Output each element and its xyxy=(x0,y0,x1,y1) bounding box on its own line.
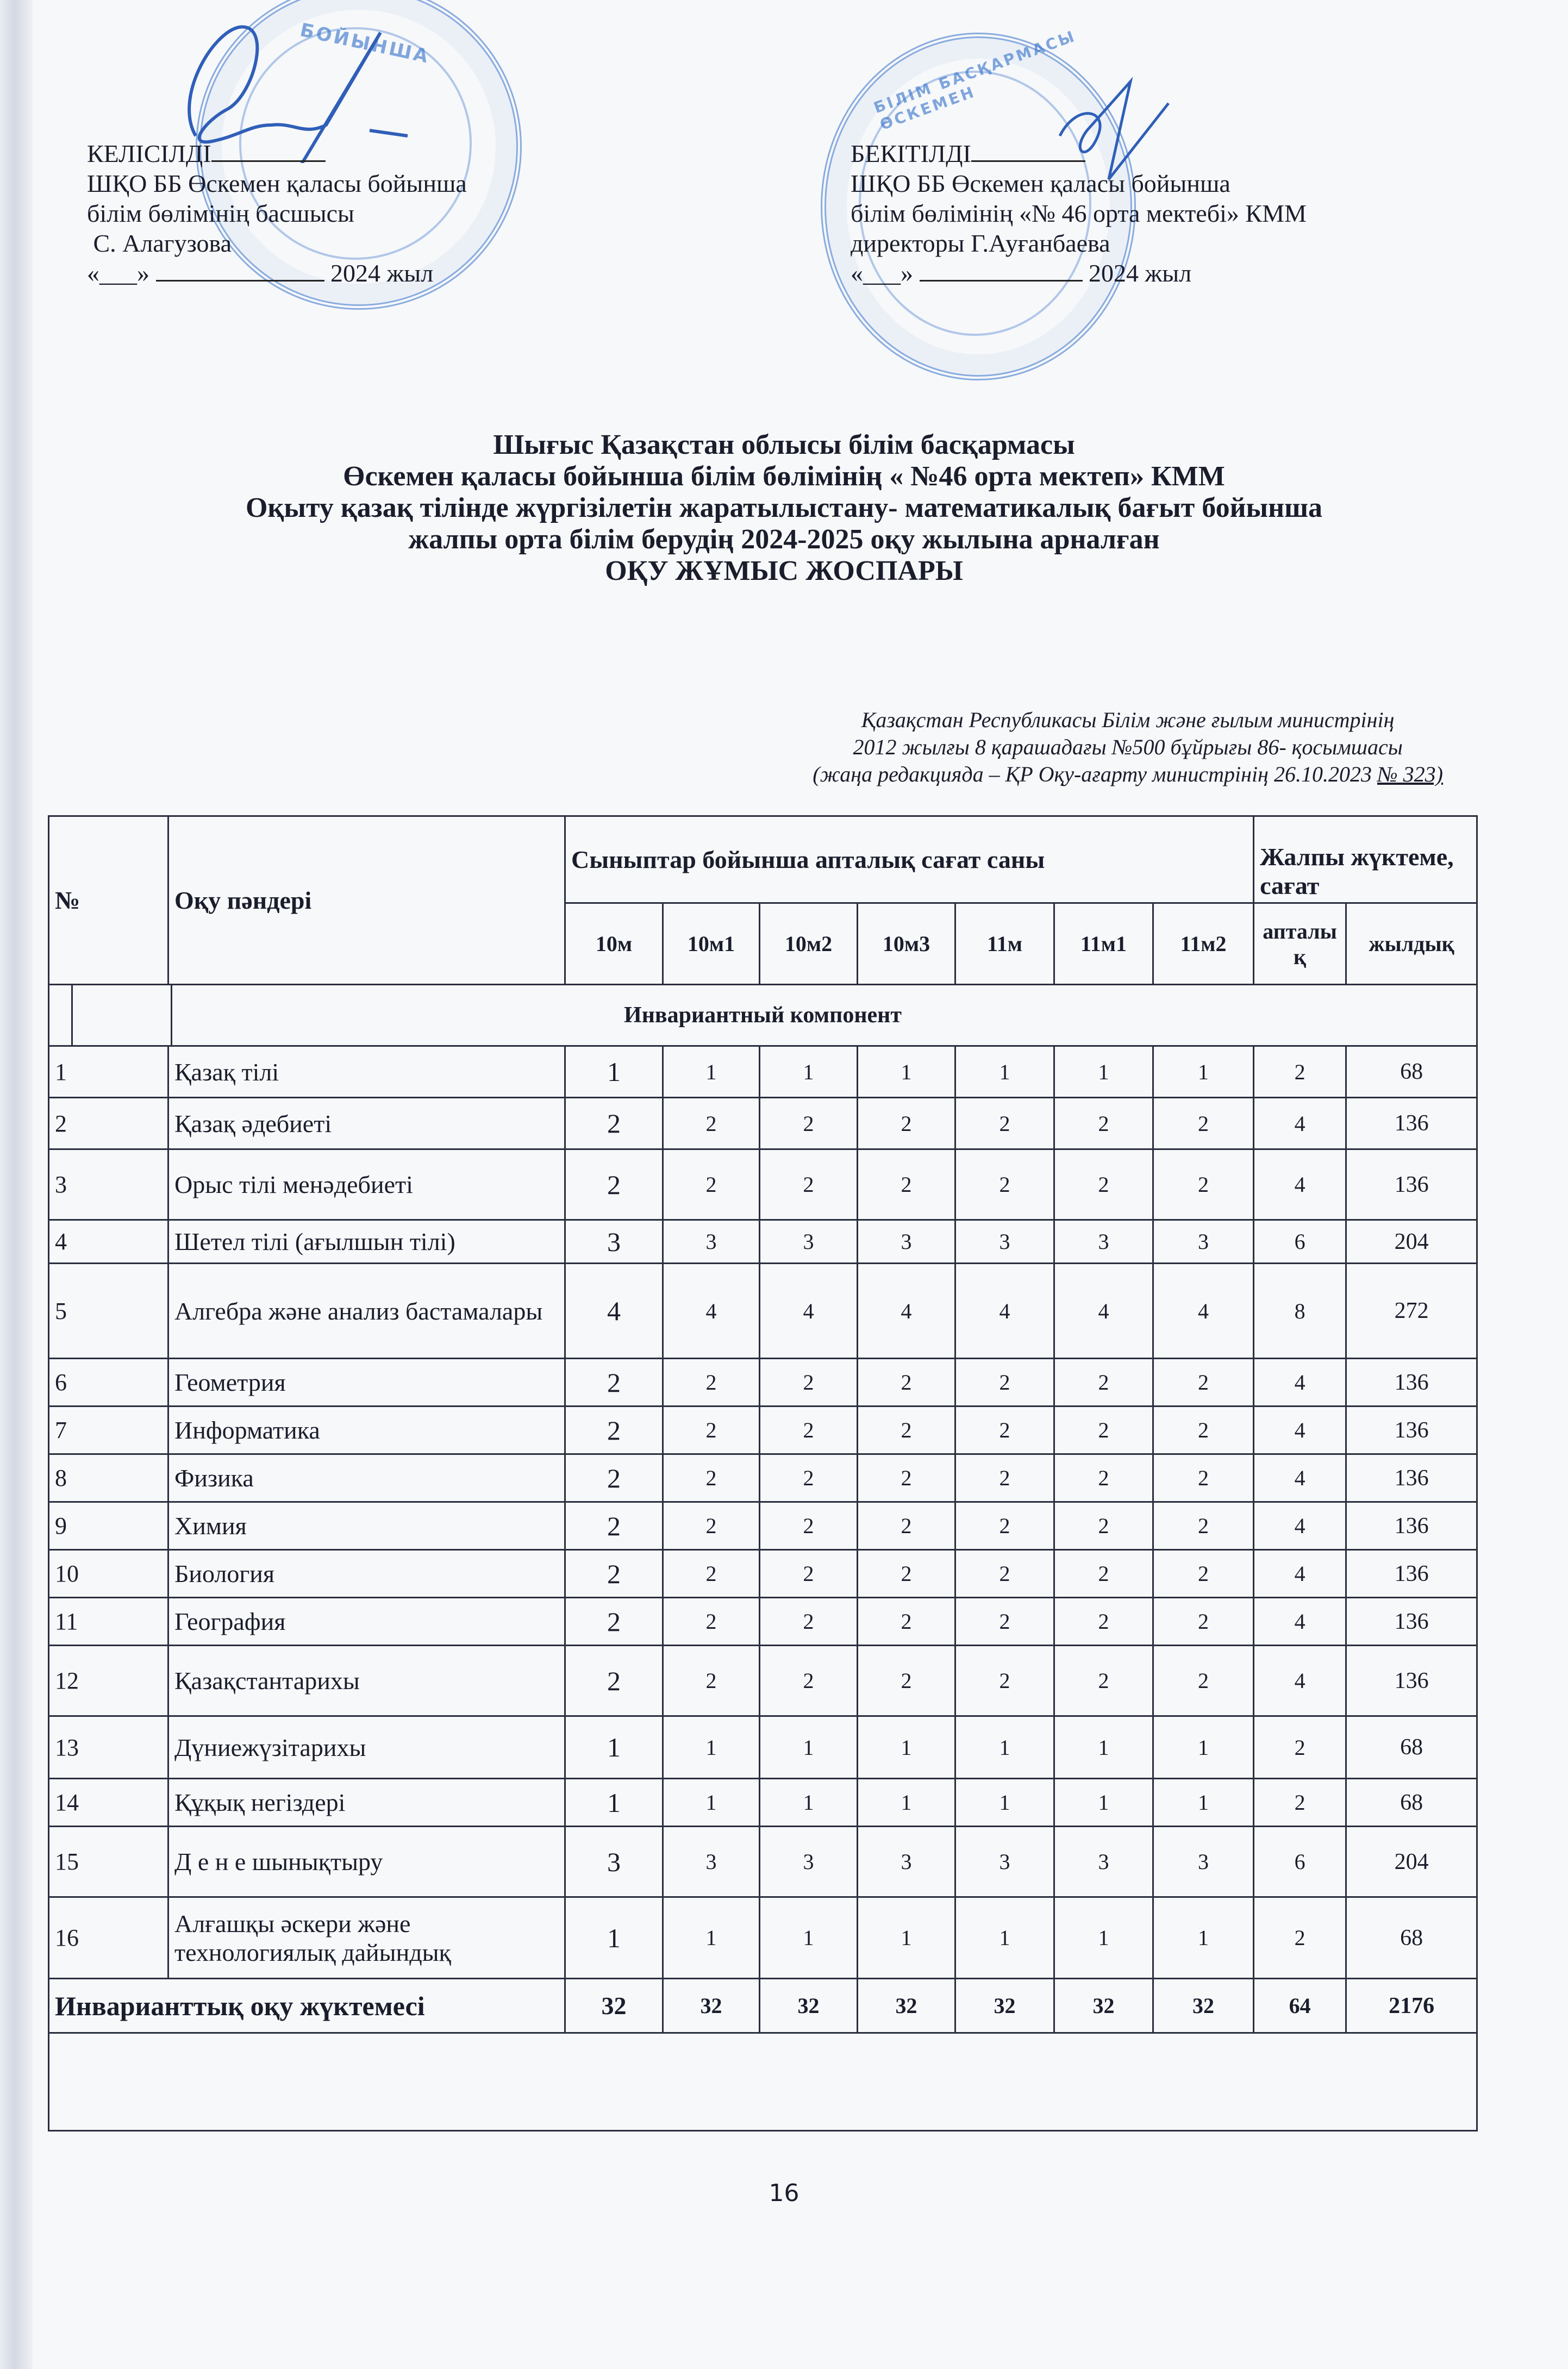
agreed-heading: КЕЛІСІЛДІ xyxy=(87,140,211,167)
subject-name: Биология xyxy=(168,1550,565,1598)
subject-name: Информатика xyxy=(168,1407,565,1454)
row-number: 6 xyxy=(49,1359,168,1407)
class-hours: 3 xyxy=(858,1220,955,1264)
signature-line xyxy=(211,160,326,162)
subject-row xyxy=(49,1716,1477,1779)
approved-school: білім бөлімінің «№ 46 орта мектебі» КММ xyxy=(851,199,1307,227)
row-number: 12 xyxy=(49,1646,168,1716)
subject-row xyxy=(49,1646,1477,1716)
class-hours: 2 xyxy=(663,1598,760,1646)
class-hours: 4 xyxy=(1153,1264,1254,1359)
yearly-total: 136 xyxy=(1346,1646,1477,1716)
class-hours: 2 xyxy=(565,1646,663,1716)
total-weekly: 64 xyxy=(1254,1979,1346,2033)
yearly-total: 204 xyxy=(1346,1220,1477,1264)
subject-row xyxy=(49,1502,1477,1550)
class-hours: 2 xyxy=(955,1598,1054,1646)
class-hours: 2 xyxy=(955,1359,1054,1407)
signature-line xyxy=(971,160,1085,162)
class-hours: 1 xyxy=(663,1779,760,1827)
class-hours: 2 xyxy=(858,1149,955,1220)
subject-row xyxy=(49,1359,1477,1407)
class-hours: 2 xyxy=(565,1598,663,1646)
class-hours: 3 xyxy=(1153,1827,1254,1897)
class-hours: 2 xyxy=(760,1454,858,1502)
class-hours: 3 xyxy=(663,1827,760,1897)
header-class: 11м xyxy=(955,903,1054,985)
page-number: 16 xyxy=(769,2179,799,2207)
subject-name: Геометрия xyxy=(168,1359,565,1407)
agreed-org: ШҚО ББ Өскемен қаласы бойынша xyxy=(87,170,467,197)
class-hours: 2 xyxy=(663,1502,760,1550)
subject-row xyxy=(49,1046,1477,1098)
row-number: 4 xyxy=(49,1220,168,1264)
class-hours: 3 xyxy=(955,1827,1054,1897)
class-hours: 1 xyxy=(955,1779,1054,1827)
row-number: 2 xyxy=(49,1098,168,1149)
approved-date-year: 2024 жыл xyxy=(1089,259,1192,287)
row-number: 13 xyxy=(49,1716,168,1779)
title-line-2: Өскемен қаласы бойынша білім бөлімінің « №46 орта мектеп» КММ xyxy=(343,461,1225,492)
class-hours: 2 xyxy=(1054,1598,1153,1646)
row-number: 15 xyxy=(49,1827,168,1897)
class-hours: 2 xyxy=(565,1098,663,1149)
class-hours: 1 xyxy=(1153,1897,1254,1979)
subject-row xyxy=(49,1407,1477,1454)
header-class: 10м2 xyxy=(760,903,858,985)
total-value: 32 xyxy=(565,1979,663,2033)
header-class: 11м1 xyxy=(1054,903,1153,985)
class-hours: 2 xyxy=(760,1502,858,1550)
class-hours: 2 xyxy=(663,1149,760,1220)
row-number: 1 xyxy=(49,1046,168,1098)
row-number: 3 xyxy=(49,1149,168,1220)
class-hours: 3 xyxy=(760,1827,858,1897)
class-hours: 2 xyxy=(955,1550,1054,1598)
weekly-total: 2 xyxy=(1254,1716,1346,1779)
class-hours: 2 xyxy=(1054,1454,1153,1502)
agreed-block xyxy=(87,139,467,288)
class-hours: 2 xyxy=(1153,1149,1254,1220)
class-hours: 2 xyxy=(565,1407,663,1454)
subject-row xyxy=(49,1779,1477,1827)
class-hours: 2 xyxy=(760,1407,858,1454)
class-hours: 2 xyxy=(1153,1454,1254,1502)
subject-name: Д е н е шынықтыру xyxy=(168,1827,565,1897)
class-hours: 4 xyxy=(663,1264,760,1359)
subject-name: Алгебра және анализ бастамалары xyxy=(168,1264,565,1359)
weekly-total: 4 xyxy=(1254,1098,1346,1149)
yearly-total: 136 xyxy=(1346,1407,1477,1454)
class-hours: 4 xyxy=(565,1264,663,1359)
header-class: 10м xyxy=(565,903,663,985)
yearly-total: 68 xyxy=(1346,1046,1477,1098)
class-hours: 1 xyxy=(858,1897,955,1979)
decree-number: № 323) xyxy=(1377,762,1443,786)
class-hours: 2 xyxy=(955,1407,1054,1454)
weekly-total: 4 xyxy=(1254,1598,1346,1646)
class-hours: 2 xyxy=(858,1407,955,1454)
subject-row xyxy=(49,1598,1477,1646)
row-number: 8 xyxy=(49,1454,168,1502)
agreed-date-year: 2024 жыл xyxy=(330,259,434,287)
total-value: 32 xyxy=(858,1979,955,2033)
subject-row xyxy=(49,1220,1477,1264)
subject-name: Алғашқы әскери және технологиялық дайындық xyxy=(168,1897,565,1979)
subject-name: География xyxy=(168,1598,565,1646)
class-hours: 2 xyxy=(565,1502,663,1550)
class-hours: 1 xyxy=(760,1897,858,1979)
weekly-total: 4 xyxy=(1254,1646,1346,1716)
weekly-total: 2 xyxy=(1254,1779,1346,1827)
subject-row xyxy=(49,1550,1477,1598)
subject-name: Шетел тілі (ағылшын тілі) xyxy=(168,1220,565,1264)
right-stamp-text: БІЛІМ БАСҚАРМАСЫ ӨСКЕМЕН xyxy=(871,27,1079,134)
header-number: № xyxy=(49,816,168,985)
class-hours: 2 xyxy=(1153,1550,1254,1598)
class-hours: 2 xyxy=(955,1149,1054,1220)
class-hours: 3 xyxy=(663,1220,760,1264)
class-hours: 3 xyxy=(1054,1220,1153,1264)
class-hours: 3 xyxy=(1153,1220,1254,1264)
weekly-total: 4 xyxy=(1254,1550,1346,1598)
row-number: 7 xyxy=(49,1407,168,1454)
class-hours: 2 xyxy=(663,1098,760,1149)
weekly-total: 4 xyxy=(1254,1149,1346,1220)
weekly-total: 4 xyxy=(1254,1359,1346,1407)
weekly-total: 4 xyxy=(1254,1454,1346,1502)
subject-row xyxy=(49,1264,1477,1359)
header-class: 10м1 xyxy=(663,903,760,985)
class-hours: 1 xyxy=(1054,1897,1153,1979)
class-hours: 3 xyxy=(760,1220,858,1264)
class-hours: 1 xyxy=(1054,1779,1153,1827)
class-hours: 1 xyxy=(955,1046,1054,1098)
class-hours: 1 xyxy=(1153,1779,1254,1827)
header-weekly-by-class: Сыныптар бойынша апталық сағат саны xyxy=(565,816,1254,903)
class-hours: 2 xyxy=(1153,1359,1254,1407)
class-hours: 1 xyxy=(565,1897,663,1979)
class-hours: 2 xyxy=(1153,1502,1254,1550)
class-hours: 1 xyxy=(760,1716,858,1779)
weekly-total: 6 xyxy=(1254,1827,1346,1897)
total-value: 32 xyxy=(760,1979,858,2033)
class-hours: 2 xyxy=(565,1454,663,1502)
component-row xyxy=(49,985,1477,1046)
class-hours: 1 xyxy=(858,1716,955,1779)
class-hours: 2 xyxy=(760,1550,858,1598)
yearly-total: 136 xyxy=(1346,1502,1477,1550)
date-line xyxy=(920,280,1083,282)
subject-name: Құқық негіздері xyxy=(168,1779,565,1827)
class-hours: 2 xyxy=(955,1646,1054,1716)
class-hours: 2 xyxy=(955,1098,1054,1149)
class-hours: 2 xyxy=(760,1098,858,1149)
subject-name: Қазақ тілі xyxy=(168,1046,565,1098)
total-label: Инварианттық оқу жүктемесі xyxy=(49,1979,565,2033)
weekly-total: 4 xyxy=(1254,1407,1346,1454)
approved-block xyxy=(851,139,1307,288)
class-hours: 3 xyxy=(565,1827,663,1897)
date-line xyxy=(156,280,324,282)
total-yearly: 2176 xyxy=(1346,1979,1477,2033)
class-hours: 2 xyxy=(760,1598,858,1646)
class-hours: 3 xyxy=(1054,1827,1153,1897)
class-hours: 2 xyxy=(858,1454,955,1502)
class-hours: 3 xyxy=(565,1220,663,1264)
class-hours: 4 xyxy=(760,1264,858,1359)
header-subject: Оқу пәндері xyxy=(168,816,565,985)
class-hours: 1 xyxy=(955,1897,1054,1979)
approved-date-day: «___» xyxy=(851,259,913,287)
curriculum-table xyxy=(48,815,1478,2132)
left-stamp-text: БОЙЫНША xyxy=(298,19,432,68)
weekly-total: 8 xyxy=(1254,1264,1346,1359)
class-hours: 1 xyxy=(663,1897,760,1979)
row-number: 5 xyxy=(49,1264,168,1359)
total-value: 32 xyxy=(1153,1979,1254,2033)
class-hours: 2 xyxy=(1054,1646,1153,1716)
title-line-3: Оқыту қазақ тілінде жүргізілетін жаратылыстану- математикалық бағыт бойынша xyxy=(245,492,1323,523)
binding-strip xyxy=(0,0,33,2369)
class-hours: 2 xyxy=(1054,1149,1153,1220)
class-hours: 2 xyxy=(858,1502,955,1550)
agreed-position: білім бөлімінің басшысы xyxy=(87,199,354,227)
subject-row xyxy=(49,1827,1477,1897)
yearly-total: 68 xyxy=(1346,1897,1477,1979)
class-hours: 1 xyxy=(955,1716,1054,1779)
subject-name: Қазақстантарихы xyxy=(168,1646,565,1716)
class-hours: 2 xyxy=(1153,1098,1254,1149)
class-hours: 2 xyxy=(858,1550,955,1598)
header-class: 10м3 xyxy=(858,903,955,985)
row-number: 9 xyxy=(49,1502,168,1550)
class-hours: 2 xyxy=(565,1149,663,1220)
decree-line-1: Қазақстан Республикасы Білім және ғылым министрінің xyxy=(861,708,1395,732)
approved-org: ШҚО ББ Өскемен қаласы бойынша xyxy=(851,170,1230,197)
weekly-total: 4 xyxy=(1254,1502,1346,1550)
title-line-4: жалпы орта білім берудің 2024-2025 оқу жылына арналған xyxy=(408,524,1160,555)
agreed-name: С. Алагузова xyxy=(87,229,232,257)
class-hours: 1 xyxy=(663,1046,760,1098)
class-hours: 4 xyxy=(955,1264,1054,1359)
row-number: 14 xyxy=(49,1779,168,1827)
class-hours: 2 xyxy=(1153,1407,1254,1454)
class-hours: 2 xyxy=(1054,1407,1153,1454)
yearly-total: 136 xyxy=(1346,1098,1477,1149)
class-hours: 2 xyxy=(858,1098,955,1149)
subject-name: Қазақ әдебиеті xyxy=(168,1098,565,1149)
class-hours: 1 xyxy=(858,1779,955,1827)
class-hours: 1 xyxy=(1054,1046,1153,1098)
class-hours: 2 xyxy=(663,1550,760,1598)
agreed-date-day: «___» xyxy=(87,259,149,287)
class-hours: 2 xyxy=(760,1646,858,1716)
subject-row xyxy=(49,1098,1477,1149)
weekly-total: 6 xyxy=(1254,1220,1346,1264)
class-hours: 2 xyxy=(565,1359,663,1407)
class-hours: 3 xyxy=(955,1220,1054,1264)
document-title xyxy=(0,429,1568,587)
class-hours: 2 xyxy=(858,1598,955,1646)
decree-reference xyxy=(813,707,1443,788)
class-hours: 2 xyxy=(663,1407,760,1454)
subject-row xyxy=(49,1149,1477,1220)
class-hours: 1 xyxy=(760,1046,858,1098)
decree-line-2: 2012 жылғы 8 қарашадағы №500 бұйрығы 86- қосымшасы xyxy=(853,735,1403,759)
title-line-1: Шығыс Қазақстан облысы білім басқармасы xyxy=(493,429,1075,460)
subject-name: Физика xyxy=(168,1454,565,1502)
class-hours: 1 xyxy=(663,1716,760,1779)
class-hours: 1 xyxy=(1153,1046,1254,1098)
weekly-total: 2 xyxy=(1254,1046,1346,1098)
empty-row xyxy=(49,2033,1477,2131)
class-hours: 1 xyxy=(565,1779,663,1827)
yearly-total: 136 xyxy=(1346,1454,1477,1502)
class-hours: 1 xyxy=(1153,1716,1254,1779)
yearly-total: 68 xyxy=(1346,1716,1477,1779)
subject-row xyxy=(49,1897,1477,1979)
total-row xyxy=(49,1979,1477,2033)
class-hours: 1 xyxy=(760,1779,858,1827)
class-hours: 2 xyxy=(955,1454,1054,1502)
row-number: 16 xyxy=(49,1897,168,1979)
decree-line-3: (жаңа редакцияда – ҚР Оқу-ағарту министрінің 26.10.2023 xyxy=(813,762,1377,786)
subject-name: Орыс тілі менәдебиеті xyxy=(168,1149,565,1220)
class-hours: 2 xyxy=(1054,1359,1153,1407)
subject-name: Дүниежүзітарихы xyxy=(168,1716,565,1779)
yearly-total: 204 xyxy=(1346,1827,1477,1897)
class-hours: 2 xyxy=(565,1550,663,1598)
class-hours: 2 xyxy=(1153,1646,1254,1716)
yearly-total: 68 xyxy=(1346,1779,1477,1827)
class-hours: 2 xyxy=(858,1359,955,1407)
yearly-total: 272 xyxy=(1346,1264,1477,1359)
title-line-5: ОҚУ ЖҰМЫС ЖОСПАРЫ xyxy=(605,555,963,586)
subject-name: Химия xyxy=(168,1502,565,1550)
yearly-total: 136 xyxy=(1346,1149,1477,1220)
total-value: 32 xyxy=(1054,1979,1153,2033)
class-hours: 2 xyxy=(955,1502,1054,1550)
header-weekly: апталық xyxy=(1254,903,1346,985)
approved-heading: БЕКІТІЛДІ xyxy=(851,140,971,167)
header-yearly: жылдық xyxy=(1346,903,1477,985)
class-hours: 2 xyxy=(1054,1550,1153,1598)
class-hours: 3 xyxy=(858,1827,955,1897)
total-value: 32 xyxy=(663,1979,760,2033)
class-hours: 2 xyxy=(858,1646,955,1716)
header-class: 11м2 xyxy=(1153,903,1254,985)
class-hours: 1 xyxy=(858,1046,955,1098)
class-hours: 2 xyxy=(760,1359,858,1407)
class-hours: 2 xyxy=(663,1359,760,1407)
class-hours: 2 xyxy=(1054,1098,1153,1149)
class-hours: 2 xyxy=(663,1646,760,1716)
component-label: Инвариантный компонент xyxy=(624,1003,902,1028)
class-hours: 2 xyxy=(760,1149,858,1220)
approved-director: директоры Г.Ауғанбаева xyxy=(851,229,1110,257)
total-value: 32 xyxy=(955,1979,1054,2033)
class-hours: 2 xyxy=(1054,1502,1153,1550)
header-total-load: Жалпы жүктеме, сағат xyxy=(1254,816,1477,903)
class-hours: 4 xyxy=(858,1264,955,1359)
row-number: 10 xyxy=(49,1550,168,1598)
row-number: 11 xyxy=(49,1598,168,1646)
class-hours: 1 xyxy=(565,1046,663,1098)
subject-row xyxy=(49,1454,1477,1502)
yearly-total: 136 xyxy=(1346,1598,1477,1646)
weekly-total: 2 xyxy=(1254,1897,1346,1979)
class-hours: 1 xyxy=(565,1716,663,1779)
class-hours: 4 xyxy=(1054,1264,1153,1359)
yearly-total: 136 xyxy=(1346,1359,1477,1407)
class-hours: 1 xyxy=(1054,1716,1153,1779)
class-hours: 2 xyxy=(663,1454,760,1502)
yearly-total: 136 xyxy=(1346,1550,1477,1598)
class-hours: 2 xyxy=(1153,1598,1254,1646)
